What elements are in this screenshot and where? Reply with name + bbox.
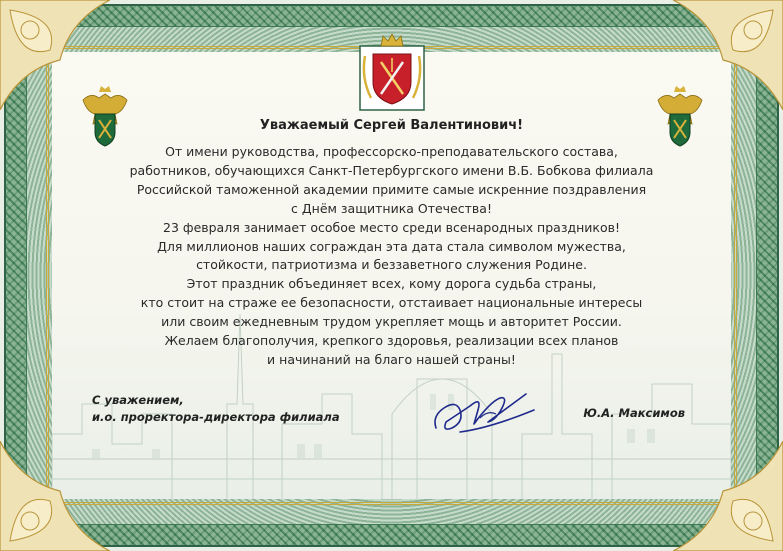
body-line: Для миллионов наших сограждан эта дата стала символом мужества, [157, 238, 626, 254]
letter-body [112, 143, 671, 370]
handwritten-signature [430, 388, 540, 438]
signer-name: Ю.А. Максимов [583, 406, 685, 420]
customs-double-headed-eagle-icon [79, 84, 131, 148]
corner-ornament-icon [0, 441, 110, 551]
saint-petersburg-coat-of-arms-icon [359, 32, 425, 112]
body-line: стойкости, патриотизма и беззаветного служения Родине. [196, 257, 587, 273]
corner-ornament-icon [673, 441, 783, 551]
signoff-block [92, 392, 340, 426]
body-line: и начинаний на благо нашей страны! [267, 351, 516, 367]
body-line: работников, обучающихся Санкт-Петербургского имени В.Б. Бобкова филиала [129, 162, 654, 178]
body-line: с Днём защитника Отечества! [291, 200, 492, 216]
salutation-heading: Уважаемый Сергей Валентинович! [259, 118, 524, 133]
body-line: Российской таможенной академии примите самые искренние поздравления [136, 181, 647, 197]
body-line: От имени руководства, профессорско-преподавательского состава, [165, 144, 618, 159]
body-line: 23 февраля занимает особое место среди всенародных праздников! [163, 219, 620, 235]
signoff-position: и.о. проректора-директора филиала [92, 410, 340, 424]
body-line: или своим ежедневным трудом укрепляет мощь и авторитет России. [161, 314, 622, 330]
customs-double-headed-eagle-icon [654, 84, 706, 148]
body-line: Желаем благополучия, крепкого здоровья, реализации всех планов [164, 333, 619, 349]
body-line: кто стоит на страже ее безопасности, отстаивает национальные интересы [140, 295, 643, 311]
signoff-greeting: С уважением, [92, 393, 184, 407]
body-line: Этот праздник объединяет всех, кому дорога судьба страны, [186, 276, 597, 292]
